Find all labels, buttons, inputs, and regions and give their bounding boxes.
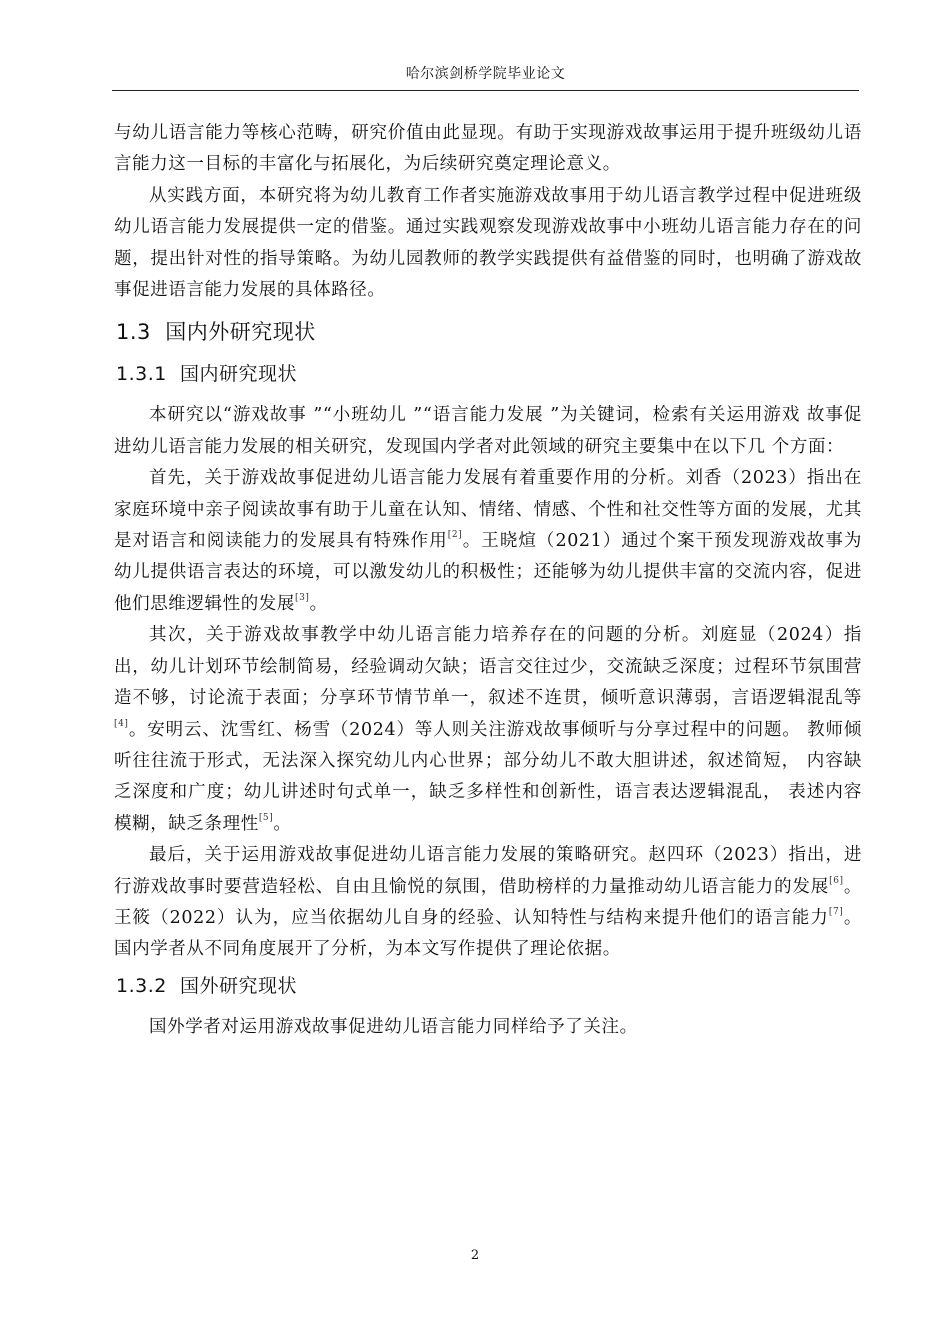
paragraph-text: 。王筱（2022）认为，应当依据幼儿自身的经验、认知特性与结构来提升他们的语言能力 — [114, 876, 862, 928]
section-number: 1.3 — [116, 320, 151, 345]
citation-ref: [5] — [258, 812, 274, 823]
paragraph-text: 首先，关于游戏故事促进幼儿语言能力发展有着重要作用的分析。刘香（2023）指出在家庭环境中亲子阅读故事有助于儿童在认知、情绪、情感、个性和社交性等方面的发展，尤其是对语言和阅读能力的发展具有特殊作用 — [114, 468, 862, 552]
citation-ref: [3] — [295, 592, 310, 603]
paragraph-text: 。安明云、沈雪红、杨雪（2024）等人则关注游戏故事倾听与分享过程中的问题。 教师倾听往往流于形式，无法深入探究幼儿内心世界；部分幼儿不敢大胆讲述，叙述简短， 内容缺乏深度和广度；幼儿讲述时句式单一，缺乏多样性和创新性，语言表达逻辑混乱， 表述内容模糊，缺乏条理性 — [114, 719, 862, 834]
section-heading-1-3 — [116, 314, 862, 350]
paragraph-text: 其次，关于游戏故事教学中幼儿语言能力培养存在的问题的分析。刘庭显（2024）指出，幼儿计划环节绘制简易，经验调动欠缺；语言交往过少，交流缺乏深度；过程环节氛围营造不够，讨论流于表面；分享环节情节单一，叙述不连贯，倾听意识薄弱，言语逻辑混乱等 — [114, 625, 862, 709]
intro-paragraph-1: 与幼儿语言能力等核心范畴，研究价值由此显现。有助于实现游戏故事运用于提升班级幼儿语言能力这一目标的丰富化与拓展化，为后续研究奠定理论意义。 — [114, 123, 862, 175]
paragraph-text: 。国内学者从不同角度展开了分析，为本文写作提供了理论依据。 — [114, 907, 862, 960]
section-title: 国内外研究现状 — [165, 320, 316, 345]
citation-ref: [7] — [828, 906, 844, 917]
document-body — [114, 118, 862, 1043]
header-title: 哈尔滨剑桥学院毕业论文 — [405, 66, 566, 82]
domestic-paragraph-4 — [114, 840, 862, 966]
subsection-number: 1.3.1 — [116, 363, 167, 386]
paragraph-text: 。王晓煊（2021）通过个案干预发现游戏故事为幼儿提供语言表达的环境，可以激发幼儿的积极性；还能够为幼儿提供丰富的交流内容，促进他们思维逻辑性的发展 — [114, 531, 862, 614]
intro-paragraph-2: 从实践方面，本研究将为幼儿教育工作者实施游戏故事用于幼儿语言教学过程中促进班级幼儿语言能力发展提供一定的借鉴。通过实践观察发现游戏故事中小班幼儿语言能力存在的问题，提出针对性的指导策略。为幼儿园教师的教学实践提供有益借鉴的同时，也明确了游戏故事促进语言能力发展的具体路径。 — [114, 185, 862, 301]
citation-ref: [4] — [114, 718, 129, 729]
page-number: 2 — [470, 1248, 480, 1263]
domestic-paragraph-2 — [114, 463, 862, 620]
paragraph-text: 。 — [273, 813, 292, 834]
subsection-title: 国内研究现状 — [179, 363, 297, 386]
subsection-title: 国外研究现状 — [179, 974, 297, 997]
domestic-paragraph-3 — [114, 620, 862, 840]
citation-ref: [6] — [829, 875, 844, 886]
paragraph-text: 最后，关于运用游戏故事促进幼儿语言能力发展的策略研究。赵四环（2023）指出，进行游戏故事时要营造轻松、自由且愉悦的氛围，借助榜样的力量推动幼儿语言能力的发展 — [114, 845, 862, 897]
section-heading-1-3-1 — [116, 356, 862, 392]
foreign-paragraph-1: 国外学者对运用游戏故事促进幼儿语言能力同样给予了关注。 — [149, 1016, 638, 1037]
section-heading-1-3-2 — [116, 968, 862, 1004]
paragraph-text: 。 — [309, 593, 328, 614]
domestic-paragraph-1: 本研究以“游戏故事 ”“小班幼儿 ”“语言能力发展 ”为关键词，检索有关运用游戏 故事促进幼儿语言能力发展的相关研究，发现国内学者对此领域的研究主要集中在以下几 个方面： — [114, 405, 862, 457]
citation-ref: [2] — [447, 530, 463, 541]
subsection-number: 1.3.2 — [116, 974, 167, 997]
page-header — [112, 64, 859, 91]
